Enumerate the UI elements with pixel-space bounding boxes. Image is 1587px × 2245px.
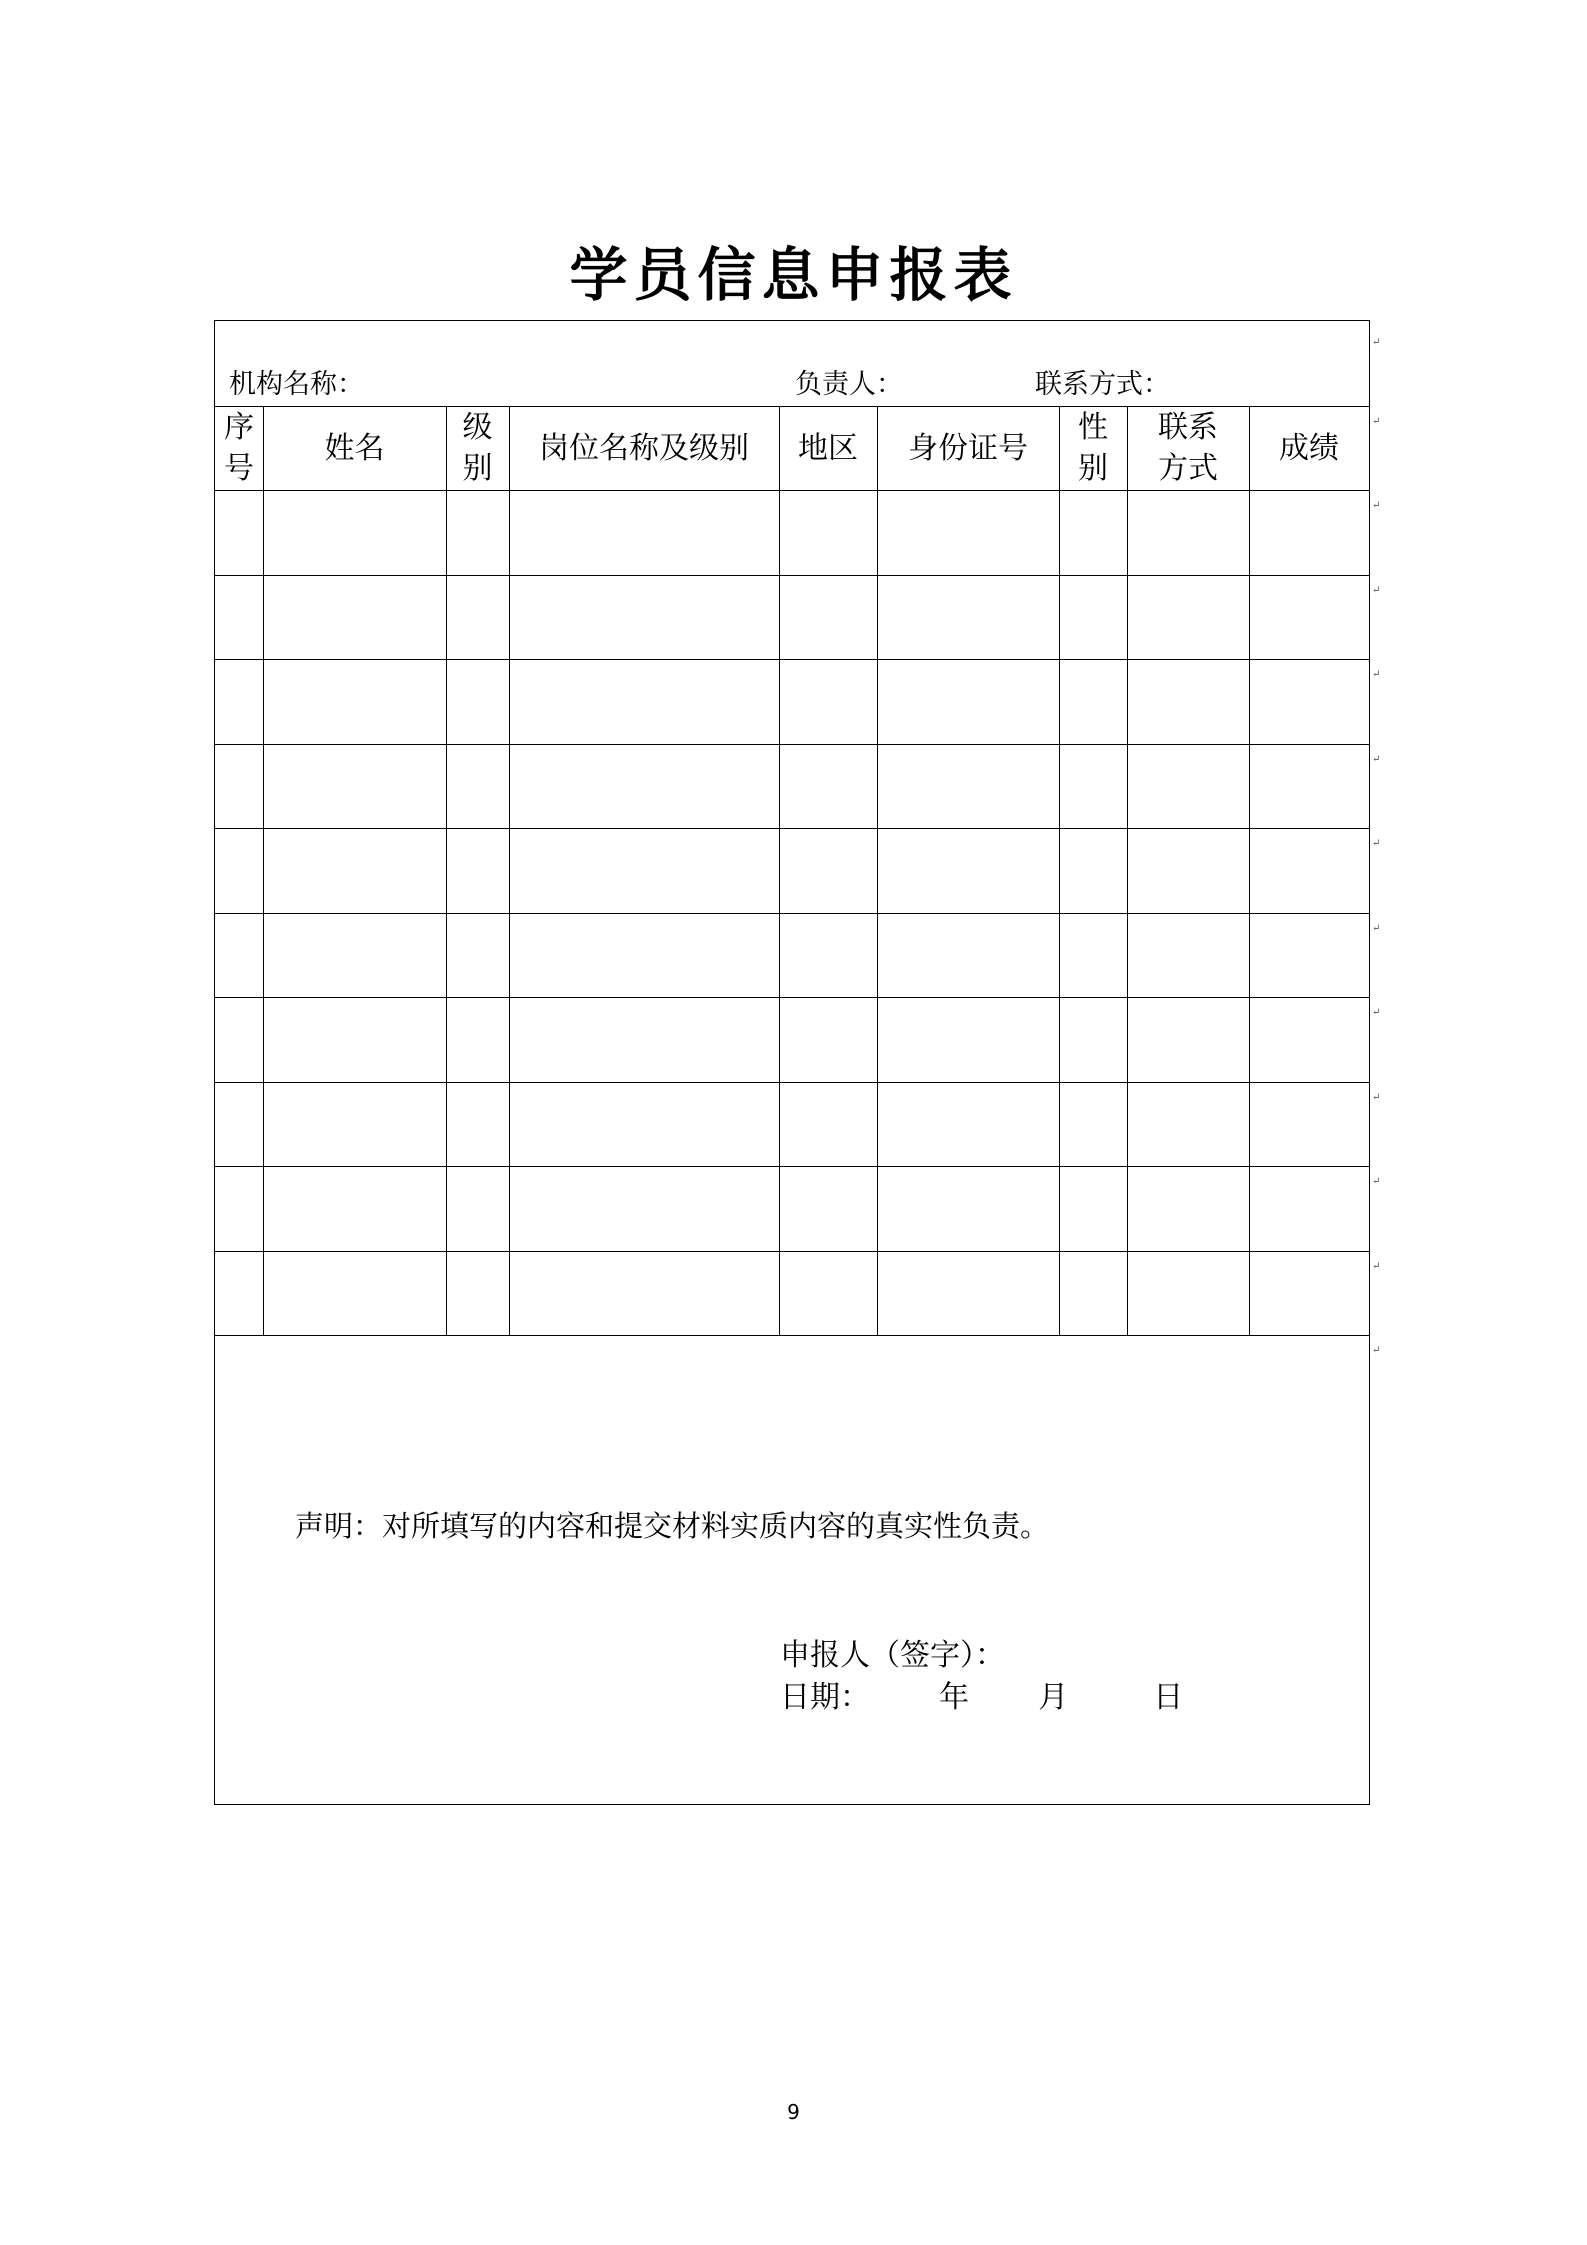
header-name: 姓名 <box>324 430 385 466</box>
table-cell-gender[interactable] <box>1059 1251 1127 1336</box>
table-cell-grade[interactable] <box>446 1082 509 1167</box>
table-cell-name[interactable] <box>263 490 446 575</box>
table-cell-gender[interactable] <box>1059 997 1127 1082</box>
table-cell-position[interactable] <box>509 659 779 744</box>
table-cell-contact[interactable] <box>1127 659 1249 744</box>
table-cell-contact[interactable] <box>1127 828 1249 913</box>
table-cell-gender[interactable] <box>1059 575 1127 660</box>
table-cell-score[interactable] <box>1249 1251 1369 1336</box>
table-cell-grade[interactable] <box>446 913 509 998</box>
paragraph-mark-icon: ↵ <box>1372 584 1381 596</box>
table-cell-region[interactable] <box>779 744 877 829</box>
table-cell-gender[interactable] <box>1059 1082 1127 1167</box>
paragraph-mark-icon: ↵ <box>1372 753 1381 765</box>
table-cell-region[interactable] <box>779 490 877 575</box>
date-line <box>780 1678 1183 1718</box>
table-cell-name[interactable] <box>263 997 446 1082</box>
page-title: 学员信息申报表 <box>569 241 1018 309</box>
table-cell-id_number[interactable] <box>877 490 1059 575</box>
table-cell-score[interactable] <box>1249 1082 1369 1167</box>
table-cell-name[interactable] <box>263 659 446 744</box>
table-cell-id_number[interactable] <box>877 1166 1059 1251</box>
table-cell-id_number[interactable] <box>877 913 1059 998</box>
table-cell-gender[interactable] <box>1059 1166 1127 1251</box>
table-cell-region[interactable] <box>779 1166 877 1251</box>
table-cell-grade[interactable] <box>446 997 509 1082</box>
table-cell-seq[interactable] <box>215 490 263 575</box>
date-label: 日期： <box>780 1680 870 1715</box>
table-cell-id_number[interactable] <box>877 997 1059 1082</box>
header-contact: 联系 方式 <box>1158 410 1218 486</box>
table-cell-name[interactable] <box>263 1251 446 1336</box>
table-cell-id_number[interactable] <box>877 1082 1059 1167</box>
table-cell-grade[interactable] <box>446 490 509 575</box>
table-cell-id_number[interactable] <box>877 659 1059 744</box>
table-cell-id_number[interactable] <box>877 744 1059 829</box>
declaration-text: 声明：对所填写的内容和提交材料实质内容的真实性负责。 <box>295 1509 1050 1543</box>
table-cell-name[interactable] <box>263 913 446 998</box>
table-cell-contact[interactable] <box>1127 575 1249 660</box>
year-label: 年 <box>939 1680 970 1715</box>
table-cell-gender[interactable] <box>1059 659 1127 744</box>
paragraph-mark-icon: ↵ <box>1372 1091 1381 1103</box>
paragraph-mark-icon: ↵ <box>1372 1345 1381 1356</box>
applicant-label: 申报人（签字）： <box>780 1638 1005 1673</box>
table-cell-grade[interactable] <box>446 575 509 660</box>
paragraph-mark-icon: ↵ <box>1372 500 1381 511</box>
header-grade: 级 别 <box>462 410 493 486</box>
applicant-signature-line <box>780 1636 1005 1676</box>
table-cell-position[interactable] <box>509 828 779 913</box>
table-cell-region[interactable] <box>779 1082 877 1167</box>
table-cell-region[interactable] <box>779 1251 877 1336</box>
table-cell-position[interactable] <box>509 490 779 575</box>
header-id-number: 身份证号 <box>908 430 1028 466</box>
table-cell-score[interactable] <box>1249 828 1369 913</box>
table-cell-grade[interactable] <box>446 659 509 744</box>
table-cell-region[interactable] <box>779 997 877 1082</box>
table-cell-seq[interactable] <box>215 997 263 1082</box>
table-cell-grade[interactable] <box>446 1166 509 1251</box>
manager-label: 负责人： <box>795 369 903 400</box>
table-cell-contact[interactable] <box>1127 913 1249 998</box>
table-cell-name[interactable] <box>263 1082 446 1167</box>
table-cell-contact[interactable] <box>1127 997 1249 1082</box>
header-score: 成绩 <box>1279 430 1339 466</box>
day-label: 日 <box>1153 1680 1184 1715</box>
contact-label: 联系方式： <box>1035 369 1170 400</box>
table-cell-contact[interactable] <box>1127 744 1249 829</box>
table-cell-position[interactable] <box>509 913 779 998</box>
table-cell-score[interactable] <box>1249 1166 1369 1251</box>
table-cell-contact[interactable] <box>1127 1082 1249 1167</box>
paragraph-mark-icon: ↵ <box>1372 416 1381 427</box>
table-cell-position[interactable] <box>509 744 779 829</box>
table-cell-grade[interactable] <box>446 828 509 913</box>
organization-info-line <box>229 367 1369 403</box>
paragraph-mark-icon: ↵ <box>1372 838 1381 849</box>
table-cell-region[interactable] <box>779 828 877 913</box>
table-cell-name[interactable] <box>263 575 446 660</box>
month-label: 月 <box>1038 1680 1069 1715</box>
table-cell-grade[interactable] <box>446 1251 509 1336</box>
table-cell-score[interactable] <box>1249 659 1369 744</box>
table-cell-id_number[interactable] <box>877 828 1059 913</box>
table-cell-seq[interactable] <box>215 1166 263 1251</box>
table-cell-seq[interactable] <box>215 1251 263 1336</box>
paragraph-mark-icon: ↵ <box>1372 922 1381 934</box>
table-cell-position[interactable] <box>509 575 779 660</box>
table-cell-gender[interactable] <box>1059 828 1127 913</box>
table-cell-seq[interactable] <box>215 828 263 913</box>
table-cell-name[interactable] <box>263 744 446 829</box>
paragraph-mark-icon: ↵ <box>1372 669 1381 680</box>
table-cell-position[interactable] <box>509 1082 779 1167</box>
header-seq: 序 号 <box>224 410 254 486</box>
table-cell-seq[interactable] <box>215 1082 263 1167</box>
table-cell-seq[interactable] <box>215 575 263 660</box>
table-cell-contact[interactable] <box>1127 1251 1249 1336</box>
page-number: 9 <box>787 2100 800 2124</box>
table-cell-contact[interactable] <box>1127 1166 1249 1251</box>
paragraph-mark-icon: ↵ <box>1372 1007 1381 1018</box>
table-rule <box>215 406 1369 407</box>
paragraph-mark-icon: ↵ <box>1372 1176 1381 1187</box>
header-position: 岗位名称及级别 <box>539 430 749 466</box>
table-cell-region[interactable] <box>779 659 877 744</box>
table-cell-gender[interactable] <box>1059 744 1127 829</box>
table-cell-seq[interactable] <box>215 913 263 998</box>
table-cell-id_number[interactable] <box>877 1251 1059 1336</box>
table-cell-score[interactable] <box>1249 575 1369 660</box>
paragraph-mark-icon: ↵ <box>1372 1260 1381 1272</box>
table-cell-region[interactable] <box>779 913 877 998</box>
table-cell-position[interactable] <box>509 997 779 1082</box>
paragraph-mark-icon: ↵ <box>1372 337 1381 348</box>
header-gender: 性 别 <box>1078 410 1108 486</box>
table-rule <box>215 1335 1369 1336</box>
table-cell-score[interactable] <box>1249 490 1369 575</box>
table-cell-gender[interactable] <box>1059 490 1127 575</box>
org-name-label: 机构名称： <box>229 369 364 400</box>
table-cell-position[interactable] <box>509 1166 779 1251</box>
table-cell-contact[interactable] <box>1127 490 1249 575</box>
table-cell-name[interactable] <box>263 828 446 913</box>
table-cell-name[interactable] <box>263 1166 446 1251</box>
table-cell-position[interactable] <box>509 1251 779 1336</box>
table-cell-region[interactable] <box>779 575 877 660</box>
table-cell-id_number[interactable] <box>877 575 1059 660</box>
table-cell-score[interactable] <box>1249 744 1369 829</box>
declaration-form <box>214 320 1370 1805</box>
table-cell-score[interactable] <box>1249 997 1369 1082</box>
header-region: 地区 <box>798 430 858 466</box>
table-cell-seq[interactable] <box>215 744 263 829</box>
table-cell-grade[interactable] <box>446 744 509 829</box>
table-cell-score[interactable] <box>1249 913 1369 998</box>
table-cell-seq[interactable] <box>215 659 263 744</box>
table-cell-gender[interactable] <box>1059 913 1127 998</box>
